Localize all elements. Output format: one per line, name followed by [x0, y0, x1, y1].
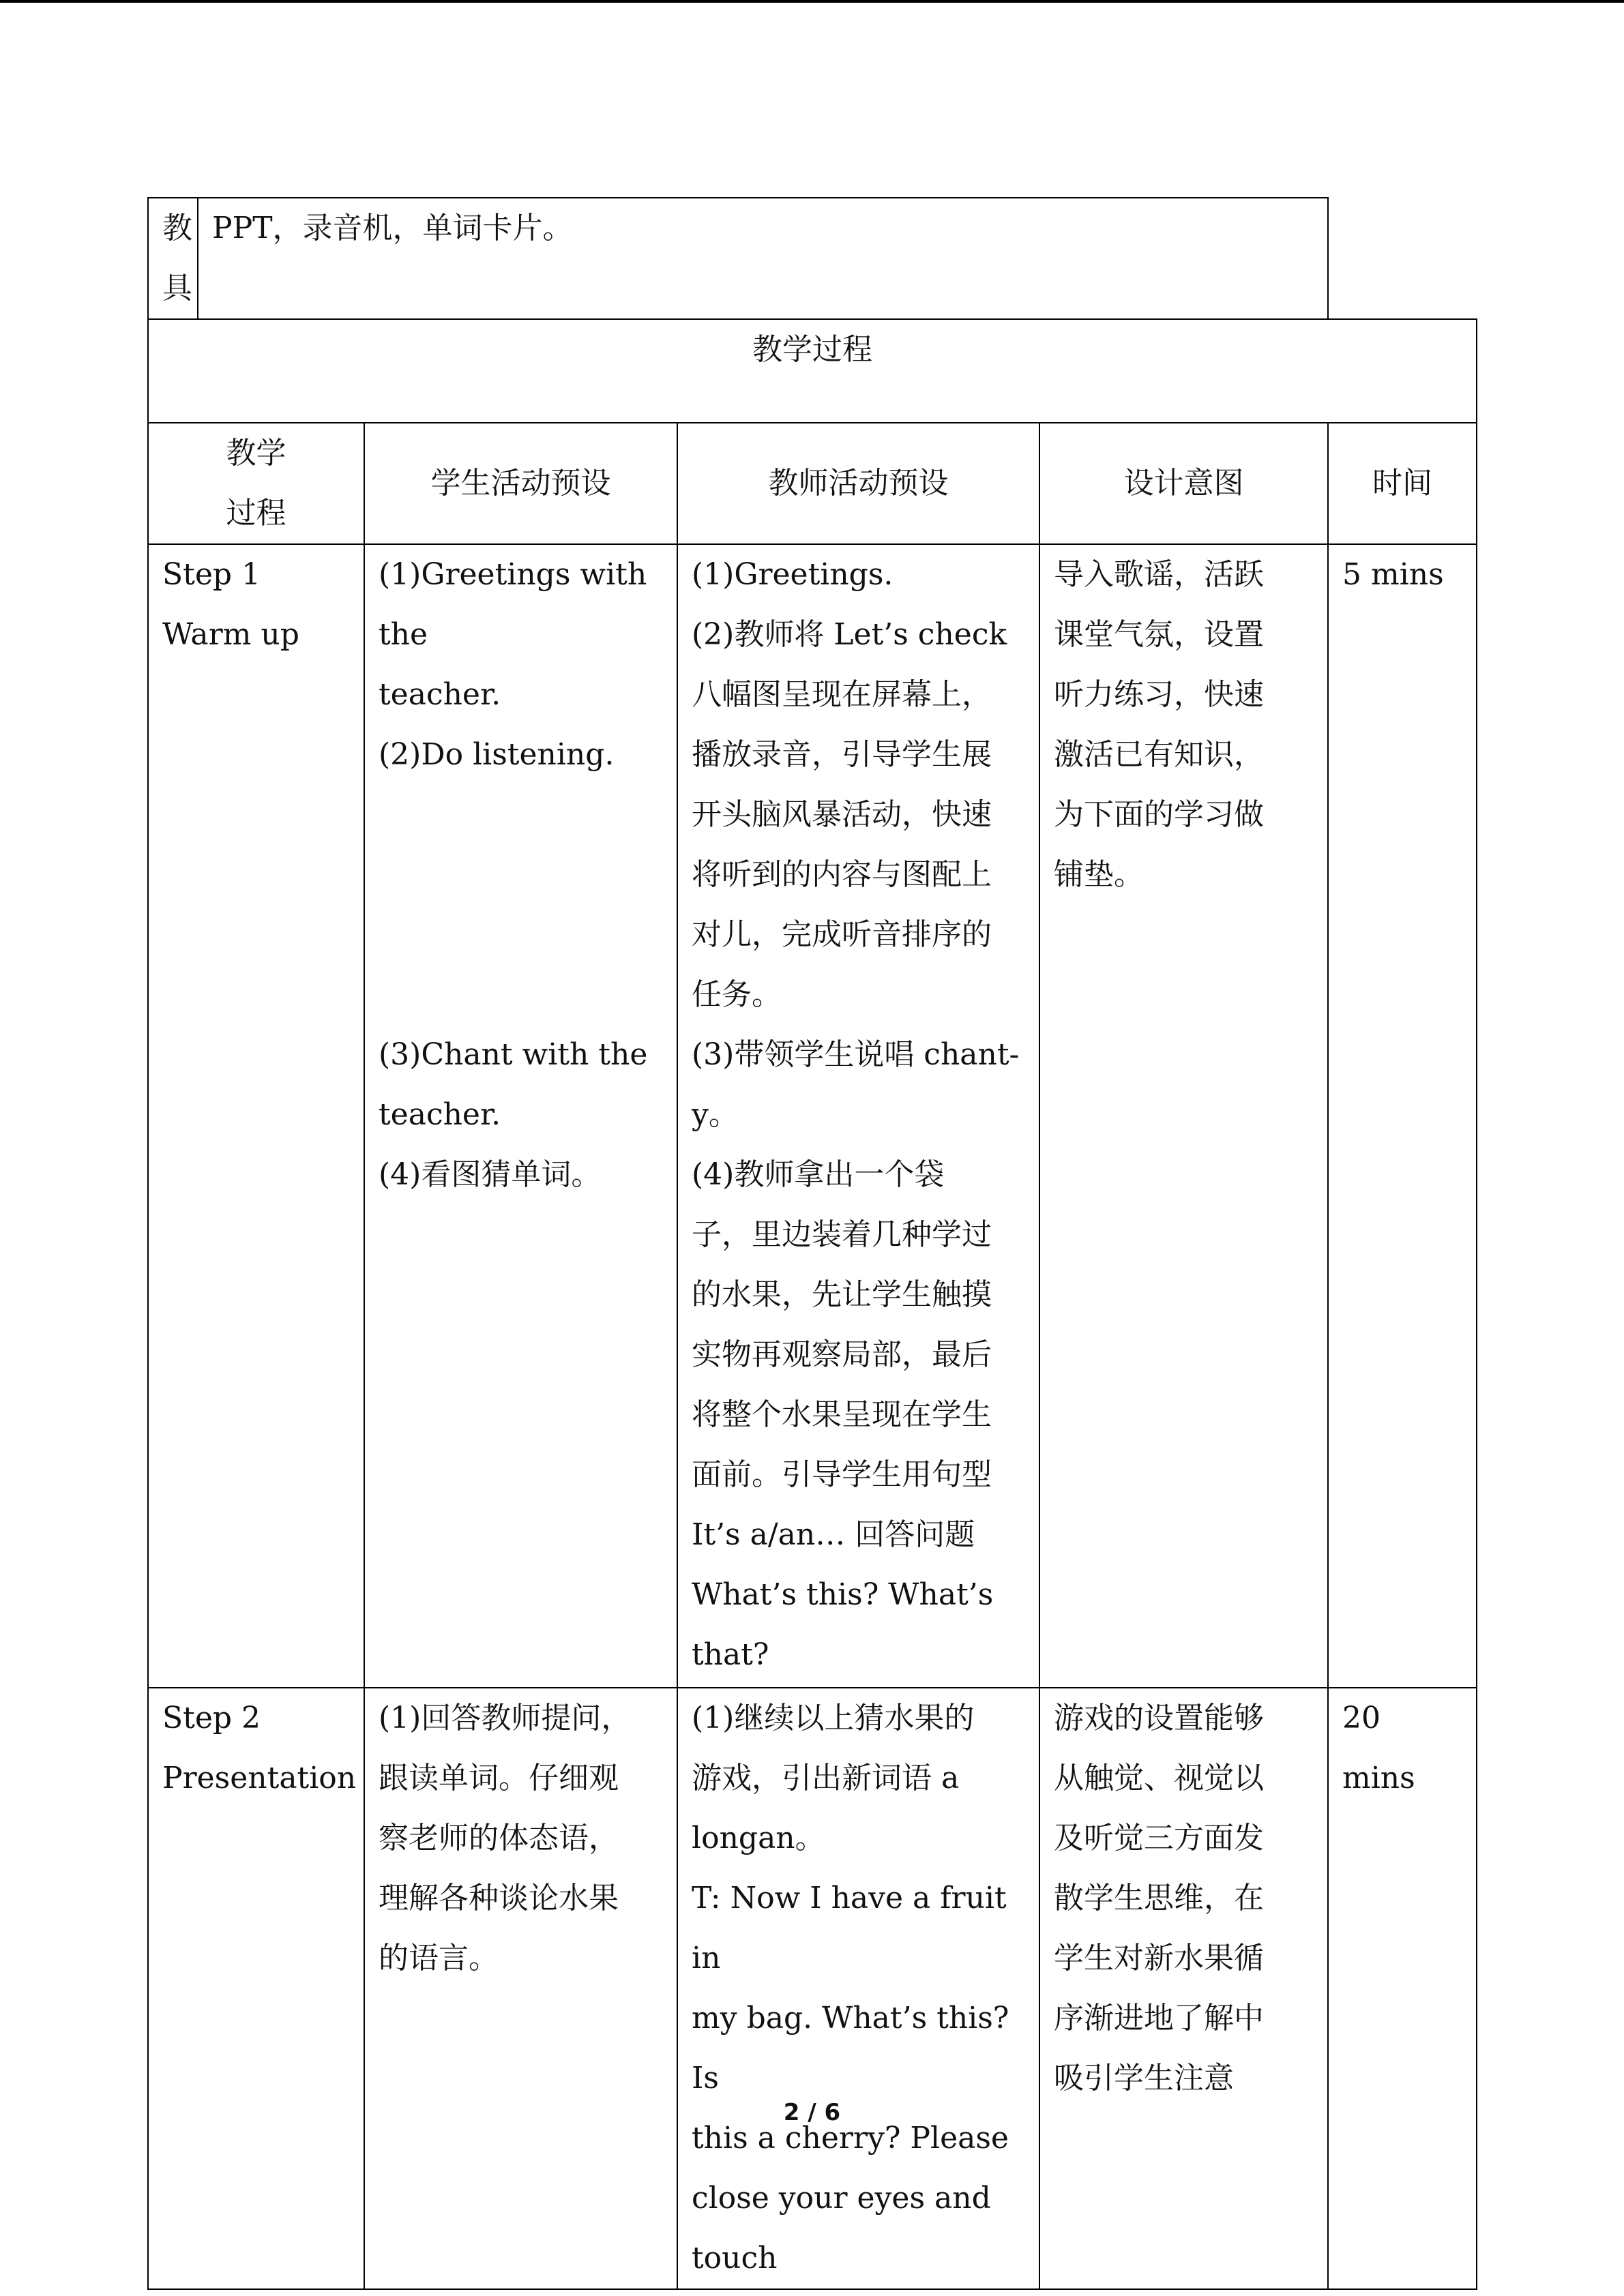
step2-time: 20 mins — [1342, 1701, 1415, 1795]
step2-teacher-line: 游戏，引出新词语 a — [692, 1761, 960, 1795]
tools-label: 教具 — [162, 211, 192, 305]
step2-design-line: 序渐进地了解中 — [1054, 2001, 1264, 2036]
step1-time: 5 mins — [1342, 557, 1444, 592]
step1-time-cell — [1328, 544, 1477, 1688]
section-title-row — [148, 319, 1477, 423]
tools-label-cell — [148, 198, 198, 319]
header-process-cell — [148, 423, 364, 544]
step2-student-line: 的语言。 — [379, 1941, 499, 1976]
step2-teacher-line: this a cherry? Please — [692, 2121, 1009, 2156]
header-time: 时间 — [1372, 466, 1432, 501]
step1-teacher-line: that? — [692, 1637, 769, 1672]
step2-design-line: 游戏的设置能够 — [1054, 1701, 1264, 1735]
step2-design-line: 学生对新水果循 — [1054, 1941, 1264, 1976]
step1-name-cell — [148, 544, 364, 1688]
step1-row — [148, 544, 1477, 1688]
step2-teacher-line: longan。 — [692, 1821, 825, 1855]
step2-student-line: (1)回答教师提问， — [379, 1701, 632, 1735]
section-title: 教学过程 — [752, 332, 872, 367]
step2-student-line: 跟读单词。仔细观 — [379, 1761, 619, 1795]
tools-value-cell — [198, 198, 1328, 319]
step2-design-line: 散学生思维，在 — [1054, 1881, 1264, 1915]
step2-teacher-line: T: Now I have a fruit in — [692, 1881, 1007, 1976]
step1-teacher-line: 实物再观察局部，最后 — [692, 1337, 992, 1372]
step1-teacher-cell — [677, 544, 1039, 1688]
step1-teacher-line: y。 — [692, 1097, 739, 1132]
step1-teacher-line: 开头脑风暴活动，快速 — [692, 797, 992, 832]
header-teacher: 教师活动预设 — [768, 466, 949, 501]
step1-teacher-line: 对儿，完成听音排序的 — [692, 917, 992, 952]
step2-design-line: 从触觉、视觉以 — [1054, 1761, 1264, 1795]
header-time-cell — [1328, 423, 1477, 544]
step2-design-line: 吸引学生注意 — [1054, 2061, 1234, 2096]
header-row — [148, 423, 1477, 544]
step2-student-cell — [364, 1688, 677, 2289]
header-process-line2: 过程 — [226, 496, 286, 531]
step1-teacher-line: 播放录音，引导学生展 — [692, 737, 992, 772]
step1-design-line: 导入歌谣，活跃 — [1054, 557, 1264, 592]
step1-student-line: teacher. — [379, 677, 501, 712]
step1-teacher-line: (3)带领学生说唱 chant- — [692, 1037, 1020, 1072]
step2-time-cell — [1328, 1688, 1477, 2289]
tools-value: PPT，录音机，单词卡片。 — [212, 211, 573, 245]
step1-student-line: (2)Do listening. — [379, 737, 615, 772]
header-process-line1: 教学 — [226, 436, 286, 471]
step1-design-line: 铺垫。 — [1054, 857, 1144, 892]
step1-teacher-line: 任务。 — [692, 977, 782, 1012]
step1-student-spacer — [379, 785, 663, 1025]
step1-teacher-line: (4)教师拿出一个袋 — [692, 1157, 945, 1192]
step2-student-line: 察老师的体态语， — [379, 1821, 619, 1855]
step1-design-line: 为下面的学习做 — [1054, 797, 1264, 832]
step2-teacher-line: my bag. What’s this? Is — [692, 2001, 1009, 2096]
step1-design-cell — [1039, 544, 1328, 1688]
step1-name-line1: Step 1 — [162, 557, 261, 592]
tools-row — [148, 198, 1477, 319]
lesson-plan-table — [147, 197, 1477, 2290]
step1-teacher-line: It’s a/an… 回答问题 — [692, 1517, 975, 1552]
step1-teacher-line: 面前。引导学生用句型 — [692, 1457, 992, 1492]
step1-teacher-line: 八幅图呈现在屏幕上， — [692, 677, 992, 712]
step2-row — [148, 1688, 1477, 2289]
step2-design-cell — [1039, 1688, 1328, 2289]
header-teacher-cell — [677, 423, 1039, 544]
step1-student-line: (1)Greetings with the — [379, 557, 647, 652]
section-title-cell — [148, 319, 1477, 423]
step1-design-line: 课堂气氛，设置 — [1054, 617, 1264, 652]
step1-student-line: teacher. — [379, 1097, 501, 1132]
step2-name-line1: Step 2 — [162, 1701, 261, 1735]
header-student-cell — [364, 423, 677, 544]
step1-design-line: 激活已有知识， — [1054, 737, 1264, 772]
step1-student-line: (3)Chant with the — [379, 1037, 648, 1072]
step2-teacher-line: (1)继续以上猜水果的 — [692, 1701, 975, 1735]
step2-name-cell — [148, 1688, 364, 2289]
step1-teacher-line: (2)教师将 Let’s check — [692, 617, 1007, 652]
header-student: 学生活动预设 — [430, 466, 611, 501]
step1-teacher-line: 将整个水果呈现在学生 — [692, 1397, 992, 1432]
header-design-cell — [1039, 423, 1328, 544]
step1-teacher-line: What’s this? What’s — [692, 1577, 994, 1612]
step2-student-line: 理解各种谈论水果 — [379, 1881, 619, 1915]
step2-teacher-line: close your eyes and touch — [692, 2181, 991, 2276]
step1-student-line: (4)看图猜单词。 — [379, 1157, 602, 1192]
step2-name-line2: Presentation — [162, 1761, 357, 1795]
step1-teacher-line: 子，里边装着几种学过 — [692, 1217, 992, 1252]
page-number: 2 / 6 — [783, 2099, 841, 2126]
step2-design-line: 及听觉三方面发 — [1054, 1821, 1264, 1855]
header-design: 设计意图 — [1123, 466, 1244, 501]
step1-teacher-line: 的水果，先让学生触摸 — [692, 1277, 992, 1312]
step2-teacher-cell — [677, 1688, 1039, 2289]
step1-teacher-line: (1)Greetings. — [692, 557, 894, 592]
step1-student-cell — [364, 544, 677, 1688]
step1-design-line: 听力练习，快速 — [1054, 677, 1264, 712]
step1-name-line2: Warm up — [162, 617, 299, 652]
page-top-rule — [0, 0, 1624, 3]
step1-teacher-line: 将听到的内容与图配上 — [692, 857, 992, 892]
